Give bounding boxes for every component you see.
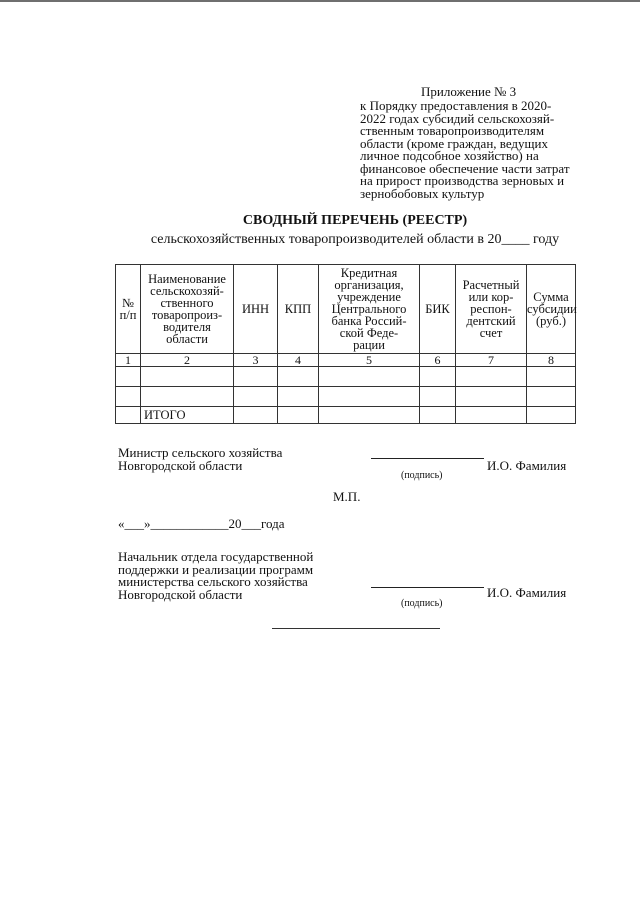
table-row: [116, 367, 576, 387]
table-cell: [319, 367, 420, 387]
column-number: 7: [456, 354, 527, 367]
table-cell: [420, 367, 456, 387]
column-number: 1: [116, 354, 141, 367]
total-row: [116, 407, 576, 424]
registry-table: [115, 264, 576, 424]
table-cell: [116, 407, 141, 424]
table-cell: [116, 367, 141, 387]
table-cell: [456, 387, 527, 407]
annex-line: личное подсобное хозяйство) на: [360, 148, 539, 163]
table-cell: [116, 387, 141, 407]
head-position-line: поддержки и реализации программ: [118, 561, 314, 577]
column-header: Сумма субсидии (руб.): [527, 265, 576, 354]
head-name: И.О. Фамилия: [487, 585, 567, 600]
minister-position-line: Новгородской области: [118, 457, 243, 473]
annex-title: Приложение № 3: [421, 84, 517, 99]
annex-line: зернобобовых культур: [360, 185, 485, 201]
table-cell: [527, 407, 576, 424]
minister-signature-caption: (подпись): [401, 470, 443, 481]
annex-line: финансовое обеспечение части затрат: [360, 160, 570, 176]
minister-signature-line: [371, 458, 484, 459]
head-position-line: Новгородской области: [118, 586, 243, 602]
table-cell: [234, 387, 278, 407]
column-number: 8: [527, 354, 576, 367]
column-number: 2: [141, 354, 234, 367]
column-number: 4: [278, 354, 319, 367]
table-header-row: [116, 265, 576, 354]
table-cell: [456, 367, 527, 387]
table-cell: [141, 367, 234, 387]
head-signature-line: [371, 587, 484, 588]
column-header: БИК: [420, 265, 456, 354]
head-position-line: Начальник отдела государственной: [118, 549, 314, 564]
minister-position-line: Министр сельского хозяйства: [118, 445, 283, 460]
head-signature-caption: (подпись): [401, 598, 443, 609]
column-number: 5: [319, 354, 420, 367]
table-cell: [141, 387, 234, 407]
column-header: КПП: [278, 265, 319, 354]
table-cell: [420, 387, 456, 407]
table-cell: [319, 407, 420, 424]
column-header: Расчетный или кор- респон- дентский счет: [456, 265, 527, 354]
head-position: [118, 551, 313, 601]
head-position-line: министерства сельского хозяйства: [118, 574, 308, 589]
table-cell: [278, 407, 319, 424]
table-cell: [319, 387, 420, 407]
table-row: [116, 387, 576, 407]
annex-line: области (кроме граждан, ведущих: [360, 135, 549, 151]
table-cell: [527, 367, 576, 387]
annex-line: ственным товаропроизводителям: [360, 123, 545, 138]
table-cell: [456, 407, 527, 424]
footer-divider: [272, 628, 440, 629]
top-scan-rule: [0, 0, 640, 2]
table-cell: [234, 407, 278, 424]
total-label: ИТОГО: [141, 407, 234, 424]
annex-line: 2022 годах субсидий сельскохозяй-: [360, 110, 555, 126]
minister-position: [118, 447, 282, 472]
column-header: ИНН: [234, 265, 278, 354]
seal-placeholder: М.П.: [333, 489, 361, 504]
table-cell: [527, 387, 576, 407]
minister-name: И.О. Фамилия: [487, 458, 567, 473]
table-cell: [278, 387, 319, 407]
table-cell: [234, 367, 278, 387]
table-cell: [420, 407, 456, 424]
document-subtitle: сельскохозяйственных товаропроизводителей области в 20____ году: [150, 232, 560, 247]
column-header: Наименование сельскохозяй- ственного товаропроиз- водителя области: [141, 265, 234, 354]
document-title: СВОДНЫЙ ПЕРЕЧЕНЬ (РЕЕСТР): [242, 213, 468, 228]
annex-description: [360, 100, 595, 200]
column-number: 6: [420, 354, 456, 367]
date-line: «___»____________20___года: [118, 516, 285, 531]
annex-line: на прирост производства зерновых и: [360, 173, 565, 188]
table-cell: [278, 367, 319, 387]
column-header: № п/п: [116, 265, 141, 354]
column-number: 3: [234, 354, 278, 367]
annex-line: к Порядку предоставления в 2020-: [360, 98, 552, 113]
column-number-row: [116, 354, 576, 367]
column-header: Кредитная организация, учреждение Центрального банка Россий- ской Феде- рации: [319, 265, 420, 354]
